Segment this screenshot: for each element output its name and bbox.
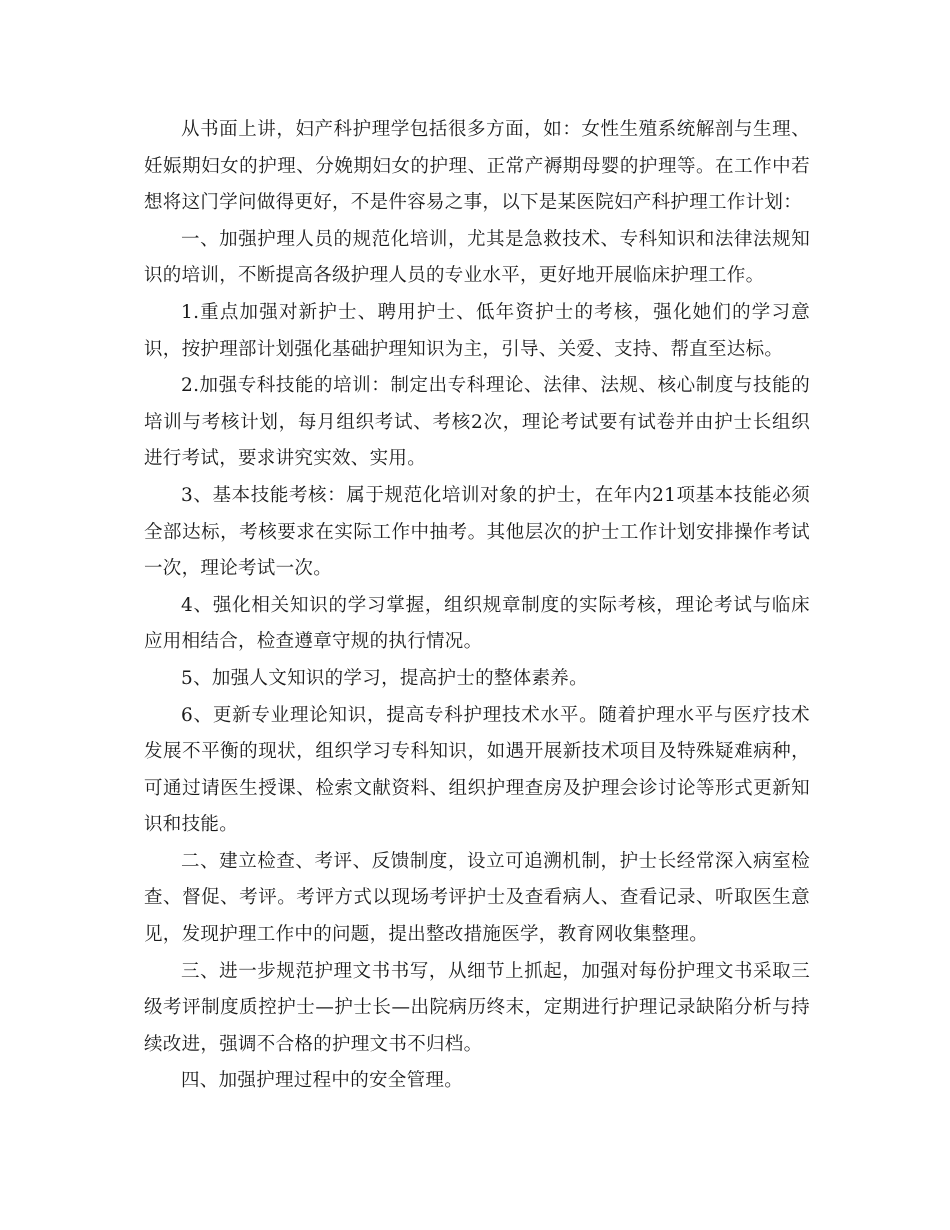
paragraph-section-3: 三、进一步规范护理文书书写，从细节上抓起，加强对每份护理文书采取三级考评制度质控护士—护士长—出院病历终末，定期进行护理记录缺陷分析与持续改进，强调不合格的护理文书不归档。 (144, 960, 810, 1055)
paragraph-section-4: 四、加强护理过程中的安全管理。 (181, 1070, 464, 1092)
paragraph-item-1: 1.重点加强对新护士、聘用护士、低年资护士的考核，强化她们的学习意识，按护理部计划强化基础护理知识为主，引导、关爱、支持、帮直至达标。 (144, 301, 810, 360)
paragraph-item-3: 3、基本技能考核：属于规范化培训对象的护士，在年内21项基本技能必须全部达标，考核要求在实际工作中抽考。其他层次的护士工作计划安排操作考试一次，理论考试一次。 (144, 484, 810, 580)
paragraph-section-1: 一、加强护理人员的规范化培训，尤其是急救技术、专科知识和法律法规知识的培训，不断提高各级护理人员的专业水平，更好地开展临床护理工作。 (144, 228, 810, 287)
paragraph-item-6: 6、更新专业理论知识，提高专科护理技术水平。随着护理水平与医疗技术发展不平衡的现状，组织学习专科知识，如遇开展新技术项目及特殊疑难病种，可通过请医生授课、检索文献资料、组织护理查房及护理会诊讨论等形式更新知识和技能。 (144, 704, 810, 836)
paragraph-item-2: 2.加强专科技能的培训：制定出专科理论、法律、法规、核心制度与技能的培训与考核计划，每月组织考试、考核2次，理论考试要有试卷并由护士长组织进行考试，要求讲究实效、实用。 (144, 375, 810, 470)
paragraph-section-2: 二、建立检查、考评、反馈制度，设立可追溯机制，护士长经常深入病室检查、督促、考评。考评方式以现场考评护士及查看病人、查看记录、听取医生意见，发现护理工作中的问题，提出整改措施医学，教育网收集整理。 (144, 850, 810, 946)
paragraph-intro: 从书面上讲，妇产科护理学包括很多方面，如：女性生殖系统解剖与生理、妊娠期妇女的护理、分娩期妇女的护理、正常产褥期母婴的护理等。在工作中若想将这门学问做得更好，不是件容易之事，以下是某医院妇产科护理工作计划： (144, 119, 810, 214)
paragraph-item-5: 5、加强人文知识的学习，提高护士的整体素养。 (181, 667, 588, 689)
document-body (144, 112, 810, 1100)
paragraph-item-4: 4、强化相关知识的学习掌握，组织规章制度的实际考核，理论考试与临床应用相结合，检查遵章守规的执行情况。 (144, 594, 810, 653)
